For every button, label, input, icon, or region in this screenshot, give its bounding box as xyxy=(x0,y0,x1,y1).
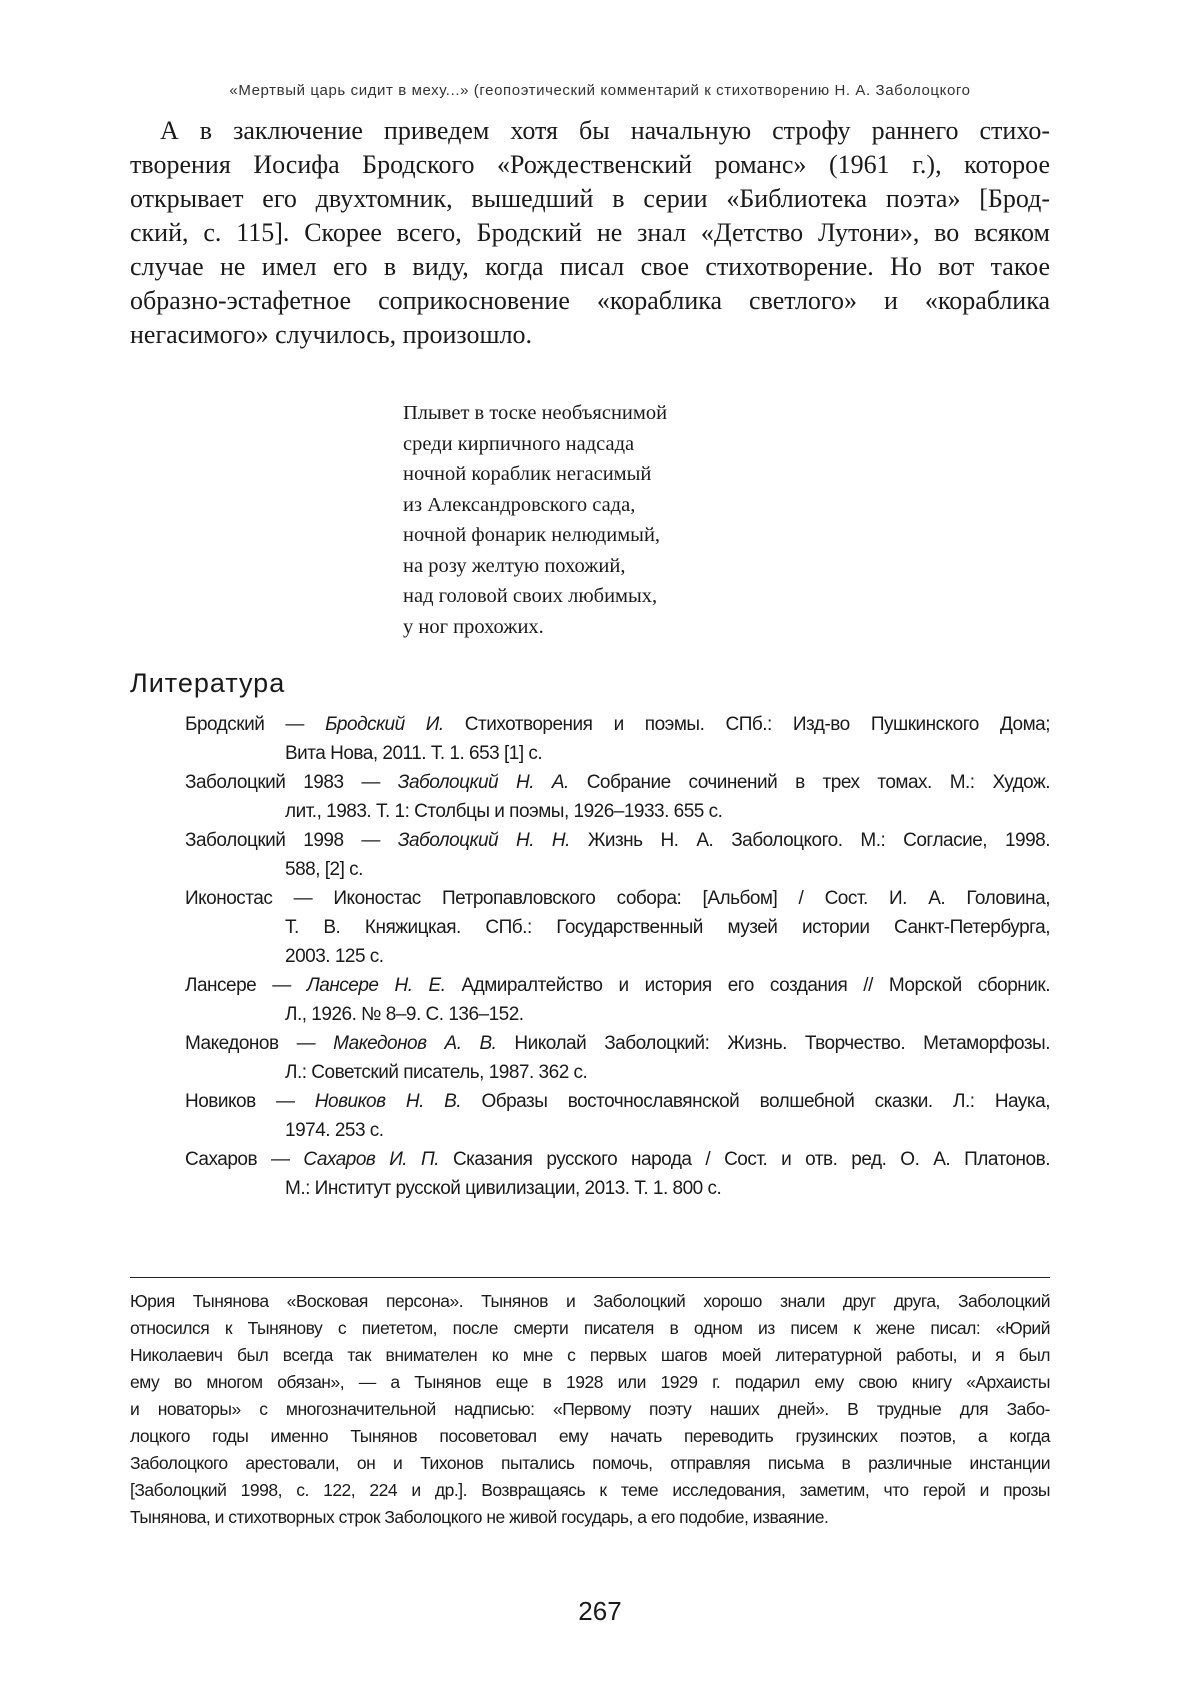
poem-line: на розу желтую похожий, xyxy=(403,551,667,582)
reference-key: Иконостас — xyxy=(185,888,333,909)
footnote xyxy=(130,1288,1050,1531)
reference-line xyxy=(285,739,1050,768)
reference-line xyxy=(185,826,1050,855)
reference-line xyxy=(285,855,1050,884)
poem-line: ночной кораблик негасимый xyxy=(403,459,667,490)
reference-line xyxy=(185,1087,1050,1116)
poem-line: над головой своих любимых, xyxy=(403,581,667,612)
reference-text: Адмиралтейство и история его создания // Морской сборник. xyxy=(445,975,1050,996)
reference-key: Бродский — xyxy=(185,714,325,735)
reference-key: Новиков — xyxy=(185,1091,315,1112)
reference-entry xyxy=(130,1029,1050,1087)
reference-entry xyxy=(130,884,1050,971)
reference-entry xyxy=(130,826,1050,884)
footnote-line: лоцкого годы именно Тынянов посоветовал ему начать переводить грузинских поэтов, а когда xyxy=(130,1423,1050,1450)
reference-text: Николай Заболоцкий: Жизнь. Творчество. Метаморфозы. xyxy=(496,1033,1050,1054)
reference-text: Жизнь Н. А. Заболоцкого. М.: Согласие, 1998. xyxy=(570,830,1050,851)
running-header: «Мертвый царь сидит в меху...» (геопоэтический комментарий к стихотворению Н. А. Заболоцкого xyxy=(0,82,1200,99)
page-number: 267 xyxy=(0,1596,1200,1627)
paragraph-line: случае не имел его в виду, когда писал свое стихотворение. Но вот такое xyxy=(130,250,1050,284)
body-paragraph xyxy=(130,114,1050,352)
reference-key: Сахаров — xyxy=(185,1149,303,1170)
reference-line xyxy=(285,1174,1050,1203)
paragraph-line: образно-эстафетное соприкосновение «кораблика светлого» и «кораблика xyxy=(130,284,1050,318)
reference-author: Новиков Н. В. xyxy=(315,1091,461,1112)
footnote-line: [Заболоцкий 1998, с. 122, 224 и др.]. Возвращаясь к теме исследования, заметим, что герой и прозы xyxy=(130,1477,1050,1504)
footnote-divider xyxy=(130,1277,1050,1278)
reference-line xyxy=(285,1116,1050,1145)
reference-text: М.: Институт русской цивилизации, 2013. Т. 1. 800 с. xyxy=(285,1178,721,1199)
reference-text: 1974. 253 с. xyxy=(285,1120,384,1141)
reference-line xyxy=(285,1000,1050,1029)
reference-text: Иконостас Петропавловского собора: [Альбом] / Сост. И. А. Головина, xyxy=(333,888,1050,909)
reference-key: Заболоцкий 1983 — xyxy=(185,772,398,793)
poem-line: Плывет в тоске необъяснимой xyxy=(403,398,667,429)
footnote-line: и новаторы» с многозначительной надписью: «Первому поэту наших дней». В трудные для Забо- xyxy=(130,1396,1050,1423)
poem-line: у ног прохожих. xyxy=(403,612,667,643)
reference-text: Образы восточнославянской волшебной сказки. Л.: Наука, xyxy=(461,1091,1050,1112)
reference-line xyxy=(185,1145,1050,1174)
reference-text: Т. В. Княжицкая. СПб.: Государственный музей истории Санкт-Петербурга, xyxy=(285,917,1050,938)
footnote-line: относился к Тынянову с пиететом, после смерти писателя в одном из писем к жене писал: «Юрий xyxy=(130,1315,1050,1342)
reference-author: Македонов А. В. xyxy=(333,1033,496,1054)
reference-text: Вита Нова, 2011. Т. 1. 653 [1] с. xyxy=(285,743,542,764)
poem-line: ночной фонарик нелюдимый, xyxy=(403,520,667,551)
reference-line xyxy=(185,971,1050,1000)
references-list xyxy=(130,710,1050,1203)
reference-key: Лансере — xyxy=(185,975,307,996)
reference-author: Заболоцкий Н. Н. xyxy=(398,830,570,851)
reference-entry xyxy=(130,1145,1050,1203)
reference-line xyxy=(285,1058,1050,1087)
reference-key: Заболоцкий 1998 — xyxy=(185,830,398,851)
reference-text: Стихотворения и поэмы. СПб.: Изд-во Пушкинского Дома; xyxy=(444,714,1050,735)
reference-line xyxy=(185,1029,1050,1058)
poem-line: из Александровского сада, xyxy=(403,490,667,521)
reference-text: Собрание сочинений в трех томах. М.: Худож. xyxy=(569,772,1050,793)
reference-author: Лансере Н. Е. xyxy=(307,975,446,996)
paragraph-line: творения Иосифа Бродского «Рождественский романс» (1961 г.), которое xyxy=(130,148,1050,182)
reference-author: Заболоцкий Н. А. xyxy=(398,772,569,793)
reference-text: Л.: Советский писатель, 1987. 362 с. xyxy=(285,1062,587,1083)
reference-line xyxy=(185,710,1050,739)
paragraph-line: А в заключение приведем хотя бы начальную строфу раннего стихо- xyxy=(130,114,1050,148)
footnote-line: Николаевич был всегда так внимателен ко мне с первых шагов моей литературной работы, и я был xyxy=(130,1342,1050,1369)
reference-author: Бродский И. xyxy=(325,714,444,735)
poem-line: среди кирпичного надсада xyxy=(403,429,667,460)
paragraph-line: открывает его двухтомник, вышедший в серии «Библиотека поэта» [Брод- xyxy=(130,182,1050,216)
reference-key: Македонов — xyxy=(185,1033,333,1054)
reference-line xyxy=(285,913,1050,942)
footnote-line: ему во многом обязан», — а Тынянов еще в 1928 или 1929 г. подарил ему свою книгу «Архаисты xyxy=(130,1369,1050,1396)
reference-entry xyxy=(130,971,1050,1029)
reference-entry xyxy=(130,710,1050,768)
footnote-line: Юрия Тынянова «Восковая персона». Тынянов и Заболоцкий хорошо знали друг друга, Заболоцкий xyxy=(130,1288,1050,1315)
poem-stanza xyxy=(403,398,667,642)
reference-author: Сахаров И. П. xyxy=(303,1149,439,1170)
footnote-line: Тынянова, и стихотворных строк Заболоцкого не живой государь, а его подобие, изваяние. xyxy=(130,1504,1050,1531)
reference-line xyxy=(285,797,1050,826)
reference-line xyxy=(185,884,1050,913)
reference-text: 588, [2] с. xyxy=(285,859,363,880)
reference-text: Л., 1926. № 8–9. С. 136–152. xyxy=(285,1004,524,1025)
reference-line xyxy=(185,768,1050,797)
reference-entry xyxy=(130,768,1050,826)
reference-line xyxy=(285,942,1050,971)
references-heading: Литература xyxy=(130,668,285,699)
reference-text: 2003. 125 с. xyxy=(285,946,384,967)
reference-text: лит., 1983. Т. 1: Столбцы и поэмы, 1926–1933. 655 с. xyxy=(285,801,722,822)
reference-text: Сказания русского народа / Сост. и отв. ред. О. А. Платонов. xyxy=(439,1149,1050,1170)
paragraph-line: ский, с. 115]. Скорее всего, Бродский не знал «Детство Лутони», во всяком xyxy=(130,216,1050,250)
reference-entry xyxy=(130,1087,1050,1145)
paragraph-line: негасимого» случилось, произошло. xyxy=(130,318,1050,352)
footnote-line: Заболоцкого арестовали, он и Тихонов пытались помочь, отправляя письма в различные инстанции xyxy=(130,1450,1050,1477)
